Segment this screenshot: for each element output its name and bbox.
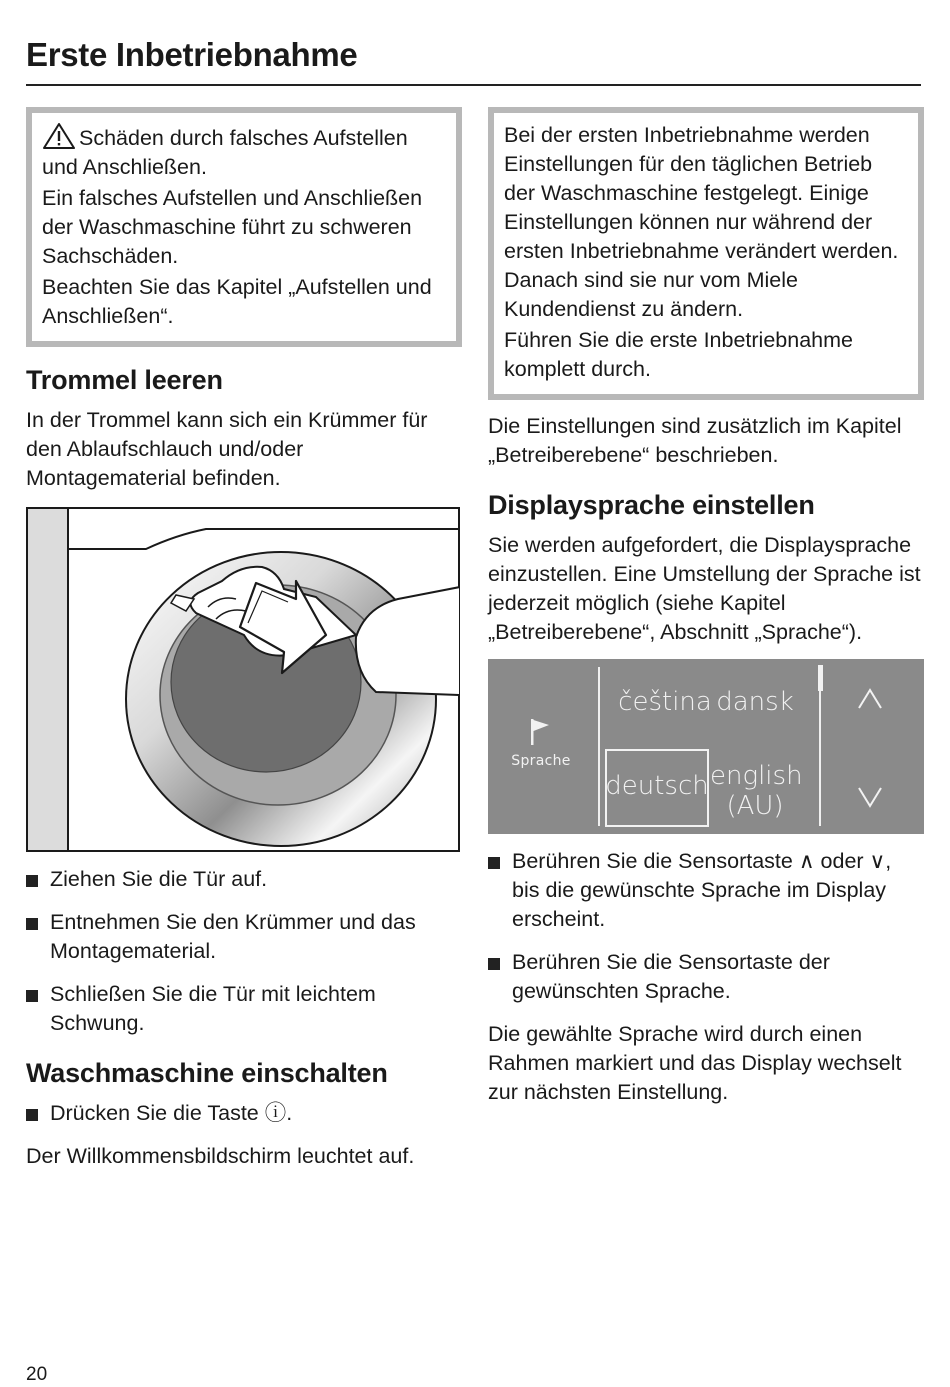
list-item: Berühren Sie die Sensortaste ∧ oder ∨, bis die gewünschte Sprache im Display erscheint. bbox=[488, 847, 924, 934]
displaysprache-steps bbox=[488, 847, 924, 1006]
settings-reference: Die Einstellungen sind zusätzlich im Kapitel „Betreiberebene“ beschrieben. bbox=[488, 414, 902, 467]
warning-box bbox=[26, 107, 462, 347]
trommel-intro: In der Trommel kann sich ein Krümmer für den Ablaufschlauch und/oder Montagematerial befinden. bbox=[26, 408, 428, 490]
title-divider bbox=[26, 84, 921, 86]
lang-option-cestina[interactable]: čeština bbox=[618, 687, 712, 717]
drum-illustration bbox=[26, 507, 460, 852]
display-label-sprache: Sprache bbox=[511, 753, 571, 769]
displaysprache-outro: Die gewählte Sprache wird durch einen Rahmen markiert und das Display wechselt zur nächsten Einstellung. bbox=[488, 1022, 902, 1104]
einschalten-text: Der Willkommensbildschirm leuchtet auf. bbox=[26, 1144, 415, 1168]
section-heading-trommel: Trommel leeren bbox=[26, 365, 223, 395]
chevron-down-icon[interactable] bbox=[856, 785, 884, 809]
list-item: Ziehen Sie die Tür auf. bbox=[26, 865, 462, 894]
flag-icon bbox=[529, 717, 551, 747]
warning-text-1: Ein falsches Aufstellen und Anschließen der Waschmaschine führt zu schweren Sachschäden. bbox=[42, 186, 423, 268]
section-heading-displaysprache: Displaysprache einstellen bbox=[488, 490, 815, 520]
page-title: Erste Inbetriebnahme bbox=[26, 36, 358, 73]
warning-text-2: Beachten Sie das Kapitel „Aufstellen und Anschließen“. bbox=[42, 275, 432, 328]
einschalten-steps bbox=[26, 1099, 462, 1128]
lang-option-english-line2: (AU) bbox=[726, 791, 784, 821]
left-column bbox=[26, 107, 462, 1171]
info-text-1: Bei der ersten Inbetriebnahme werden Einstellungen für den täglichen Betrieb der Waschmaschine festgelegt. Einige Einstellungen können nur während der ersten Inbetriebnahme verändert werden. Danach sind sie nur vom Miele Kundendienst zu ändern. bbox=[504, 123, 899, 321]
display-divider-left bbox=[598, 667, 600, 826]
page-number: 20 bbox=[26, 1364, 48, 1385]
warning-heading: Schäden durch falsches Aufstellen und Anschließen. bbox=[42, 126, 408, 179]
scroll-indicator bbox=[818, 665, 823, 691]
lang-option-english-line1: english bbox=[710, 761, 803, 791]
lang-option-dansk[interactable]: dansk bbox=[716, 687, 794, 717]
section-heading-einschalten: Waschmaschine einschalten bbox=[26, 1058, 388, 1088]
list-item: Entnehmen Sie den Krümmer und das Montagematerial. bbox=[26, 908, 462, 966]
displaysprache-intro: Sie werden aufgefordert, die Displaysprache einzustellen. Eine Umstellung der Sprache ist jederzeit möglich (siehe Kapitel „Betreiberebene“, Abschnitt „Sprache“). bbox=[488, 533, 921, 644]
list-item: Schließen Sie die Tür mit leichtem Schwung. bbox=[26, 980, 462, 1038]
lang-option-english-au[interactable] bbox=[710, 761, 803, 821]
info-text-2: Führen Sie die erste Inbetriebnahme komplett durch. bbox=[504, 328, 853, 381]
trommel-steps bbox=[26, 865, 462, 1038]
info-box bbox=[488, 107, 924, 400]
lang-option-deutsch[interactable]: deutsch bbox=[605, 771, 709, 801]
right-column bbox=[488, 107, 924, 1107]
chevron-up-icon[interactable] bbox=[856, 687, 884, 711]
warning-heading-line bbox=[42, 122, 446, 182]
list-item: Drücken Sie die Taste ⓘ. bbox=[26, 1099, 462, 1128]
language-display-panel bbox=[488, 659, 924, 834]
warning-triangle-icon bbox=[42, 122, 76, 150]
list-item: Berühren Sie die Sensortaste der gewünschten Sprache. bbox=[488, 948, 924, 1006]
